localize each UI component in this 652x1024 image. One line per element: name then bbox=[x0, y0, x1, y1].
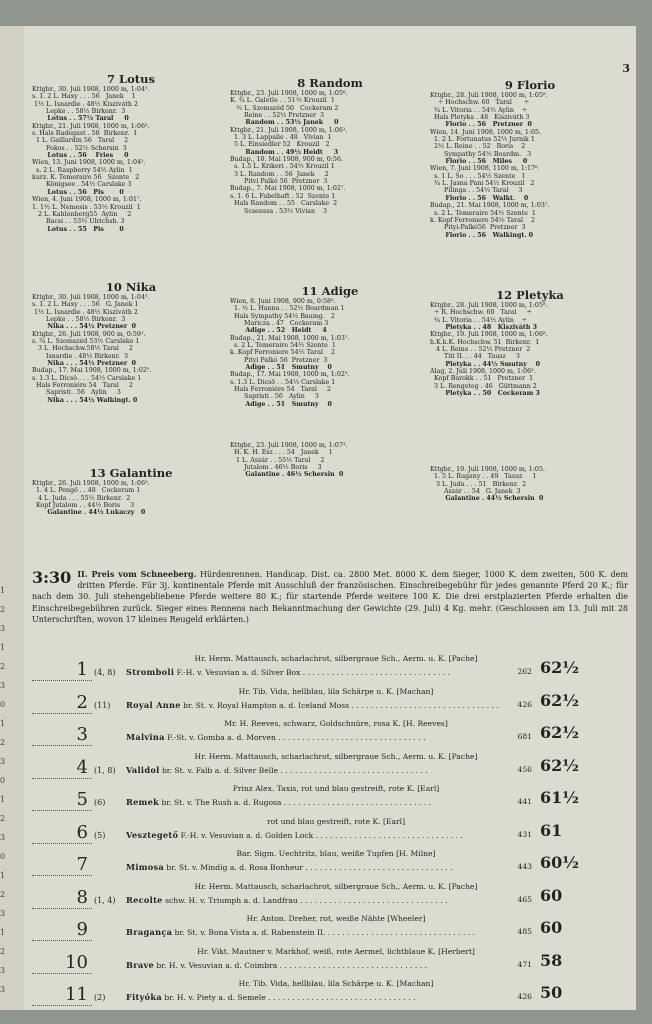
horse-pedigree: br. St. v. Falb a. d. Silver Belle . . . . . . . . . . . . . . . . . . . . . . . . . . . . . . . bbox=[159, 765, 428, 775]
entry-weight: 60½ bbox=[540, 853, 579, 872]
form-line: Lepke . . 58½ Birkenr. 3 bbox=[32, 316, 126, 324]
horse-pedigree: br. St. v. The Rush a. d. Rugosa . . . . . . . . . . . . . . . . . . . . . . . . . . . . . . . bbox=[159, 798, 432, 807]
form-line: s. 2 L. Temeraire 54½ Szente 1 bbox=[430, 209, 536, 217]
form-line: Kttgbr., 23. Juli 1908, 1000 m, 1:07³. bbox=[230, 442, 348, 449]
entry-pairing: (5) bbox=[94, 830, 106, 840]
entry-weight: 61½ bbox=[540, 788, 579, 807]
entry-weight: 62½ bbox=[540, 658, 579, 677]
margin-mark: 3 bbox=[0, 681, 6, 690]
entry-code: 681 bbox=[517, 732, 532, 741]
entry-code: 262 bbox=[517, 667, 532, 676]
entry-horse bbox=[126, 992, 546, 1003]
form-line: s. 1.5 L. Krikeri . 54½ Krouzil 1 bbox=[230, 163, 335, 171]
entry-code: 485 bbox=[517, 927, 532, 936]
horse-block-lotus bbox=[32, 72, 230, 233]
entry-number: 8 bbox=[32, 888, 92, 909]
entry-horse bbox=[126, 732, 546, 743]
form-line: Wien, 4. Juni 1908, 1000 m, 1:01⁷. bbox=[32, 196, 142, 204]
form-line: Florio . . 56 Walkt. 0 bbox=[430, 194, 529, 202]
horse-pedigree: br. St. v. Mindig a. d. Rosa Bonheur . . . . . . . . . . . . . . . . . . . . . . . . . . . . . . . bbox=[164, 863, 453, 872]
horse-name: Vesztegető bbox=[126, 829, 179, 840]
horse-heading: 13 Galantine bbox=[89, 466, 173, 480]
entry-code: 431 bbox=[517, 829, 532, 839]
form-line: Pletyka . . 50 Cockeram 3 bbox=[430, 390, 540, 398]
form-line: Nika . . . 54½ Walkingt. 0 bbox=[32, 396, 138, 404]
horse-name: Stromboli bbox=[126, 667, 175, 677]
form-line: 3 L. Juda . . . 51 Birkenr. 2 bbox=[430, 480, 527, 488]
margin-mark: 2 bbox=[0, 947, 6, 956]
margin-mark: 3 bbox=[0, 833, 6, 842]
entry-pairing: (2) bbox=[94, 993, 106, 1002]
horse-pedigree: br. H. v. Piety a. d. Semele . . . . . . . . . . . . . . . . . . . . . . . . . . . . . . . bbox=[162, 993, 416, 1002]
form-line: k. Kopf Ferroniere 54½ Taral 2 bbox=[430, 216, 535, 224]
form-line: ¾ L. Vitoria . . 54½ Aylin ÷ bbox=[430, 316, 528, 324]
horse-block-galantine-1 bbox=[32, 466, 230, 517]
horse-pedigree: br. St. v. Bona Vista a. d. Rabenstein II. . . . . . . . . . . . . . . . . . . . . . . . . . . . . . . . bbox=[172, 928, 476, 937]
race-description bbox=[32, 569, 628, 625]
entry-owner: Hr. Tib. Vida, hellblau, lila Schärpe u. K. [Machan] bbox=[238, 686, 434, 696]
form-line: Adige . . 52 Heidt 4 bbox=[230, 327, 327, 335]
form-line: Sympathy 54½ Boardm. 3 bbox=[430, 150, 532, 158]
form-line: 1. 4 L. Pengö . . 48 Cockeram 1 bbox=[32, 487, 141, 495]
form-line: s. 2 L. Raspberry 54½ Aylin 1 bbox=[32, 166, 133, 174]
form-line: Galantine . 44½ Schersin 0 bbox=[430, 495, 544, 503]
entry-row bbox=[30, 975, 630, 1010]
entry-owner: Hr. Anton. Dreher, rot, weiße Nähte [Wheeler] bbox=[246, 914, 426, 923]
horse-name: Bragança bbox=[126, 927, 173, 937]
horse-name: Royal Anne bbox=[126, 699, 181, 710]
horse-name: Remek bbox=[126, 797, 160, 807]
form-line: ÷ R. Hochschw. 60 Taral ÷ bbox=[430, 309, 532, 317]
form-line: Galantine . 44½ Lukaczy 0 bbox=[32, 509, 146, 517]
entry-pairing: (4, 8) bbox=[94, 668, 116, 677]
form-line: Lotus . . 56 Pis 0 bbox=[32, 188, 124, 196]
horse-heading: 10 Nika bbox=[105, 280, 157, 294]
entry-code: 426 bbox=[517, 699, 532, 709]
form-line: Budap., 17. Mai 1908, 1000 m, 1:02⁵. bbox=[230, 371, 350, 379]
entry-number: 4 bbox=[32, 758, 92, 779]
entry-owner: Hr. Vikt. Mautner v. Markhof, weiß, rote Aermel, lichtblaue K. [Herbert] bbox=[197, 946, 475, 956]
form-line: Adige . . 51 Smutny 0 bbox=[230, 364, 332, 372]
form-line: Lotus . . 55 Pis 0 bbox=[32, 225, 124, 233]
horse-name: Recolte bbox=[126, 894, 163, 905]
race-title: II. Preis vom Schneeberg. bbox=[77, 569, 197, 579]
horse-name: Fityóka bbox=[126, 992, 163, 1002]
form-line: Wien, 13. Juni 1908, 1000 m, 1:04². bbox=[32, 159, 146, 167]
horse-name: Validol bbox=[126, 764, 160, 775]
entry-horse bbox=[126, 700, 546, 711]
left-page-strip bbox=[0, 26, 25, 1010]
margin-mark: 1 bbox=[0, 586, 6, 595]
form-line: Adige . . 51 Smutny 0 bbox=[230, 400, 332, 408]
form-line: s. Hals Radegast . 58 Birkenr. 1 bbox=[32, 130, 138, 138]
margin-mark: 1 bbox=[0, 643, 6, 652]
margin-mark: 3 bbox=[0, 757, 6, 766]
entry-owner: Bar. Sigm. Uechtritz, blau, weiße Tupfen [H. Milne] bbox=[236, 849, 436, 858]
form-line: Wien, 14. Juni 1908, 1000 m, 1:05. bbox=[430, 128, 541, 136]
entry-horse bbox=[126, 960, 546, 971]
horse-block-pletyka bbox=[430, 288, 630, 397]
margin-mark: 2 bbox=[0, 738, 6, 747]
form-line: 1. 1½ L. Nemesis . 53½ Krouzil 1 bbox=[32, 203, 141, 211]
form-line: 2½ L. Reine . . 52 Boris 2 bbox=[430, 143, 526, 151]
form-line: Isnardie . 48½ Birkenr. 3 bbox=[32, 352, 129, 360]
horse-pedigree: F.-H. v. Vesuvian a. d. Silver Box . . . . . . . . . . . . . . . . . . . . . . . . . . . . . . . bbox=[174, 668, 451, 677]
entry-horse bbox=[126, 765, 546, 776]
margin-mark: 1 bbox=[0, 871, 6, 880]
entry-horse bbox=[126, 797, 546, 808]
form-line: Wien, 7. Juni 1908, 1100 m, 1:17⁶. bbox=[430, 165, 540, 173]
form-line: ¾ L. Jasna Pani 54½ Krouzil 2 bbox=[430, 180, 535, 188]
form-line: 5 L. Einsiedler 52 Krouzil 2 bbox=[230, 141, 330, 149]
horse-block-random bbox=[230, 76, 430, 215]
entry-owner: rot und blau gestreift, rote K. [Earl] bbox=[266, 816, 406, 826]
form-line: kurz. K. Temeraire 56 Szente 2 bbox=[32, 174, 140, 182]
entry-owner: Prinz Alex. Taxis, rot und blau gestreift, rote K. [Earl] bbox=[232, 784, 440, 793]
entry-code: 426 bbox=[517, 992, 532, 1001]
margin-mark: 0 bbox=[0, 852, 6, 861]
form-line: s. 1. 6 L. Fabelhaft . 52 Szente 1 bbox=[230, 192, 336, 200]
form-line: s. 1. 2 L. Haxy . . . 56 G. Janek 1 bbox=[32, 301, 139, 309]
entry-number: 6 bbox=[32, 823, 92, 844]
form-line: Budap., 21. Mai 1908, 1000 m, 1:03⁷. bbox=[230, 334, 350, 342]
entry-number: 1 bbox=[32, 660, 92, 681]
program-page bbox=[24, 26, 636, 1010]
form-line: Kttgbr., 26. Juli 1908, 900 m, 0:59¹. bbox=[32, 330, 146, 338]
margin-mark: 1 bbox=[0, 795, 6, 804]
entry-pairing: (11) bbox=[94, 700, 111, 710]
horse-pedigree: br. H. v. Vesuvian a. d. Coimbra . . . . . . . . . . . . . . . . . . . . . . . . . . . . . . . bbox=[154, 960, 427, 970]
margin-mark: 3 bbox=[0, 985, 6, 994]
form-line: Scsesusa . 53½ Vivian 3 bbox=[230, 207, 328, 215]
form-line: Florio . . 56 Walkingt. 0 bbox=[430, 231, 534, 239]
horse-block-galantine-3 bbox=[430, 466, 630, 503]
horse-name: Mimosa bbox=[126, 862, 165, 872]
form-line: Florio . . 56 Miles 0 bbox=[430, 158, 528, 166]
form-line: Kttgbr., 26. Juli 1908, 1000 m, 1:06⁹. bbox=[32, 480, 150, 487]
entry-pairing: (1, 4) bbox=[94, 895, 116, 905]
horse-heading: 8 Random bbox=[297, 76, 363, 90]
entry-weight: 50 bbox=[540, 983, 563, 1002]
horse-pedigree: schw. H. v. Triumph a. d. Landfrau . . . . . . . . . . . . . . . . . . . . . . . . . . . . . . . bbox=[162, 895, 448, 905]
form-line: Florio . . 56 Pretzner 0 bbox=[430, 121, 532, 129]
form-line: K. ¾ L. Galetle . . 51½ Krouzil 1 bbox=[230, 97, 335, 105]
entry-code: 443 bbox=[517, 862, 532, 871]
margin-mark: 2 bbox=[0, 662, 6, 671]
entry-horse bbox=[126, 667, 546, 678]
form-line: Budap., 7. Mai 1908, 1000 m, 1:02⁷. bbox=[230, 185, 346, 193]
form-line: H. K. H. Esz . . . 54 Janek 1 bbox=[230, 449, 333, 457]
form-line: 1½ L. Isnardie . 48½ Kisziváth 2 bbox=[32, 308, 138, 316]
form-line: Kttgbr., 23. Juli 1908, 1000 m, 1:05⁶. bbox=[230, 90, 348, 97]
form-line: 1. 5 L. Rugany . . 49 Tausz 1 bbox=[430, 473, 537, 481]
entry-weight: 60 bbox=[540, 885, 563, 905]
form-line: Kopf Jutalom . . 44½ Boris 3 bbox=[32, 502, 135, 510]
horse-pedigree: F.-St. v. Gomba a. d. Morven . . . . . . . . . . . . . . . . . . . . . . . . . . . . . . . bbox=[164, 733, 426, 742]
form-line: Pityi-Palkó56 Pretzner 3 bbox=[430, 224, 526, 232]
margin-mark: 0 bbox=[0, 776, 6, 785]
form-line: Kttgbr., 28. Juli 1908, 1000 m, 1:05⁸. bbox=[430, 92, 548, 99]
margin-mark: 1 bbox=[0, 719, 6, 728]
form-line: Kttgbr., 21. Juli 1908, 1000 m, 1:06¹. bbox=[230, 126, 348, 134]
margin-mark: 3 bbox=[0, 966, 6, 975]
form-line: Aszár . . 54 G. Janek 3 bbox=[430, 488, 521, 496]
entry-code: 456 bbox=[517, 764, 532, 774]
page-number: 3 bbox=[622, 62, 630, 75]
form-line: Hals Ferroniére 54 Taral 2 bbox=[32, 382, 133, 390]
horse-heading: 11 Adige bbox=[301, 284, 359, 298]
form-line: Fokos . . 52½ Schersin 3 bbox=[32, 144, 127, 152]
form-line: ÷ Hochschw. 60 Taral ÷ bbox=[430, 99, 530, 107]
entry-weight: 62½ bbox=[540, 690, 579, 710]
entry-code: 441 bbox=[517, 797, 532, 806]
form-line: s. ¾ L. Szomszéd 53½ Carslake 1 bbox=[32, 338, 140, 346]
form-line: Pityi Palkó 56 Pretzner 3 bbox=[230, 356, 328, 364]
entry-owner: Hr. Tib. Vida, hellblau, lila Schärpe u. K. [Machan] bbox=[238, 979, 434, 988]
form-line: k. Kopf Ferroniere 54½ Taral 2 bbox=[230, 349, 335, 357]
form-line: 4 L. Reine . . 52½ Pretzner 2 bbox=[430, 346, 531, 354]
form-line: Kttgbr., 28. Juli 1908, 1000 m, 1:05⁸. bbox=[430, 302, 548, 309]
form-line: Hals Sympathy 54½ Baumg. 2 bbox=[230, 312, 335, 320]
form-line: Galantine . 46½ Schersin 0 bbox=[230, 471, 344, 479]
horse-block-adige bbox=[230, 284, 430, 408]
entry-pairing: (6) bbox=[94, 798, 106, 807]
entry-weight: 60 bbox=[540, 918, 563, 937]
form-line: 1. ½ L. Hanna . . 52½ Boardman 1 bbox=[230, 305, 345, 313]
form-line: Kttgbr., 30. Juli 1908, 1000 m, 1:04⁵. bbox=[32, 294, 150, 301]
form-line: Kopf Barokk . . 51 Pretzner 1 bbox=[430, 375, 534, 383]
form-line: Sapristi . 56 Aylin 3 bbox=[230, 393, 319, 401]
form-line: Kttgbr., 21. Juli 1908, 1000 m, 1:06². bbox=[32, 122, 150, 130]
form-line: Königsee . 54½ Carslake 3 bbox=[32, 181, 132, 189]
form-line: Jutalom . 46½ Boris 3 bbox=[230, 464, 322, 472]
form-line: 2 L. Kahlenberg55 Aylin 2 bbox=[32, 210, 132, 218]
form-line: ¾ L. Vitoria . . 54½ Aylin ÷ bbox=[430, 106, 528, 114]
race-time: 3:30 bbox=[32, 568, 72, 587]
margin-mark: 1 bbox=[0, 928, 6, 937]
form-line: Kttgbr., 19. Juli 1908, 1000 m, 1:06⁸. bbox=[430, 331, 548, 339]
form-line: 3 L. Rengeteg . 46 Güttmann 2 bbox=[430, 382, 537, 390]
horse-name: Brave bbox=[126, 959, 155, 970]
form-line: Hals Ferroniére 54 Taral 2 bbox=[230, 386, 331, 394]
entry-pairing: (1, 8) bbox=[94, 765, 116, 775]
form-line: 1. 2 L. Fortunatus 52½ Jurnik 1 bbox=[430, 136, 535, 144]
entry-weight: 61 bbox=[540, 820, 563, 840]
form-line: Budap., 21. Mai 1908, 1000 m, 1:03⁷. bbox=[430, 202, 550, 210]
form-line: 1 L. Aszár . . 55½ Taral 2 bbox=[230, 456, 325, 464]
form-line: Budap., 10. Mai 1908, 900 m, 0:56. bbox=[230, 156, 343, 164]
form-line: Pitvi Palkó 56 Pretzner 3 bbox=[230, 178, 328, 186]
horse-block-nika bbox=[32, 280, 230, 404]
form-line: Lotus . . 57½ Taral 0 bbox=[32, 115, 129, 123]
form-line: Lotus . . 56 Fries 0 bbox=[32, 152, 129, 160]
form-line: 1½ L. Isnardie . 48½ Kisziváth 2 bbox=[32, 100, 138, 108]
form-line: 3 L. Random . . 56 Janek 2 bbox=[230, 170, 329, 178]
horse-heading: 7 Lotus bbox=[107, 72, 155, 86]
entry-horse bbox=[126, 895, 546, 906]
margin-mark: 3 bbox=[0, 909, 6, 918]
form-line: Wien, 8. Juni 1908, 900 m, 0:58³. bbox=[230, 298, 336, 305]
race-conditions: Hürdenrennen. Handicap. Dist. ca. 2800 Met. 8000 K. dem Sieger, 1000 K. dem zweiten, 500 K. dem dritten Pferde. Für 3j. kontinentale Pferde mit Ausschluß der französischen. Einschreibegebühr für jedes genannte Pferd 20 K.; für nach dem 30. Juli stehengebliebene Pferde weitere 80 K.; für startende Pferde weitere 100 K. Die drei erstplazierten Pferde erhalten die Einschreibegebühren zurück. Sieger eines Rennens nach Bekanntmachung der Gewichte (29. Juli) 4 Kg. mehr. (Geschlossen am 13. Juli mit 28 Unterschriften, wovon 17 kleines Reugeld erklärten.) bbox=[32, 570, 628, 624]
entry-number: 5 bbox=[32, 790, 92, 811]
horse-pedigree: br. St. v. Royal Hampton a. d. Iceland Moss . . . . . . . . . . . . . . . . . . . . . . . . . . . . . . . bbox=[180, 700, 499, 710]
entry-number: 3 bbox=[32, 725, 92, 746]
form-line: s. 1.3 L. Dicsö . . . 54½ Carslake 1 bbox=[32, 374, 142, 382]
entry-horse bbox=[126, 830, 546, 841]
entry-horse bbox=[126, 927, 546, 938]
form-line: 4 L. Juda . . . 55½ Birkenr. 2 bbox=[32, 494, 131, 502]
form-line: h.K.k.K. Hochschw. 51 Birkenr. 1 bbox=[430, 338, 540, 346]
form-line: Nika . . . 54½ Pretzner 0 bbox=[32, 323, 137, 331]
entry-owner: Hr. Herm. Mattausch, scharlachrot, silbergraue Sch., Aerm. u. K. [Pache] bbox=[194, 654, 478, 663]
form-line: ½ L. Szomszéd 50 Cockeram 2 bbox=[230, 104, 339, 112]
entry-weight: 62½ bbox=[540, 755, 579, 775]
entry-code: 465 bbox=[517, 894, 532, 904]
form-line: 1. 3 L. Lappalie . 48 Vivian 1 bbox=[230, 134, 332, 142]
form-line: Alag, 2. Juli 1908, 1000 m, 1:06². bbox=[430, 368, 536, 376]
horse-heading: 12 Pletyka bbox=[496, 288, 564, 302]
horse-block-florio bbox=[430, 78, 630, 239]
form-line: Titi II. . . 44 Tausz 3 bbox=[430, 353, 520, 361]
entry-code: 471 bbox=[517, 959, 532, 969]
form-line: s. 1. 2 L. Haxy . . . 56 Janek 1 bbox=[32, 93, 136, 101]
form-line: Hals Pletyka . 48 Kisziváth 3 bbox=[430, 114, 530, 122]
form-line: 1 L. Gaillardin 56 Taral 2 bbox=[32, 137, 129, 145]
form-line: Pilinga . . 54½ Taral 3 bbox=[430, 187, 523, 195]
horse-heading: 9 Florio bbox=[504, 78, 556, 92]
margin-mark: 2 bbox=[0, 814, 6, 823]
form-line: Kttgbr., 30. Juli 1908, 1000 m, 1:04⁵. bbox=[32, 86, 150, 93]
entry-owner: Hr. Herm. Mattausch, scharlachrot, silbergraue Sch., Aerm. u. K. [Pache] bbox=[194, 881, 478, 891]
horse-block-galantine-2 bbox=[230, 442, 430, 479]
form-line: s. 2 L. Temeraire 54½ Szente 1 bbox=[230, 342, 336, 350]
form-line: s. 1.3 L. Dicsö . . 54½ Carslake 1 bbox=[230, 378, 336, 386]
entry-horse bbox=[126, 862, 546, 873]
form-line: Nika . . . 54½ Pretzner 0 bbox=[32, 360, 137, 368]
entry-weight: 58 bbox=[540, 950, 563, 970]
form-line: s. 1 L. So . . . 54½ Szente 1 bbox=[430, 172, 526, 180]
horse-name: Malvina bbox=[126, 732, 165, 742]
entry-number: 2 bbox=[32, 693, 92, 714]
margin-mark: 2 bbox=[0, 890, 6, 899]
entry-number: 7 bbox=[32, 855, 92, 876]
entry-number: 10 bbox=[32, 953, 92, 974]
form-line: Sapristi . 56 Aylin 3 bbox=[32, 389, 121, 397]
entry-owner: Mr. H. Reeves, schwarz, Goldschnüre, rosa K. [H. Reeves] bbox=[224, 719, 448, 728]
form-line: Lepke . . 58½ Birkenr. 3 bbox=[32, 108, 126, 116]
form-line: 3 L. Hochschw.58½ Taral 2 bbox=[32, 345, 133, 353]
entry-number: 11 bbox=[32, 985, 92, 1006]
margin-mark: 0 bbox=[0, 700, 6, 709]
form-line: Random . . 49½ Heidt 3 bbox=[230, 148, 339, 156]
entry-owner: Hr. Herm. Mattausch, scharlachrot, silbergraue Sch., Aerm. u. K. [Pache] bbox=[194, 751, 478, 761]
entry-weight: 62½ bbox=[540, 723, 579, 742]
horse-pedigree: F.-H. v. Vesuvian a. d. Golden Lock . . . . . . . . . . . . . . . . . . . . . . . . . . . . . . . bbox=[178, 830, 463, 840]
form-line: Kttgbr., 19. Juli 1908, 1000 m, 1:05. bbox=[430, 466, 545, 473]
form-line: Maricza . 47 Cockeram 3 bbox=[230, 320, 329, 328]
form-line: Pletyka . . 44½ Smutny 0 bbox=[430, 360, 541, 368]
form-line: Pletyka . . 48 Kisziváth 3 bbox=[430, 324, 537, 332]
form-line: Hals Random . . 55 Carslake 2 bbox=[230, 200, 338, 208]
form-line: Random . . 53½ Janek 0 bbox=[230, 119, 339, 127]
entry-number: 9 bbox=[32, 920, 92, 941]
form-line: Bacsi . . 53½ Ulrichsh. 3 bbox=[32, 218, 125, 226]
margin-mark: 3 bbox=[0, 624, 6, 633]
form-line: Budap., 17. Mai 1908, 1000 m, 1:02⁵. bbox=[32, 367, 152, 375]
form-line: Reine . . 52½ Pretzner 3 bbox=[230, 112, 325, 120]
margin-mark: 2 bbox=[0, 605, 6, 614]
